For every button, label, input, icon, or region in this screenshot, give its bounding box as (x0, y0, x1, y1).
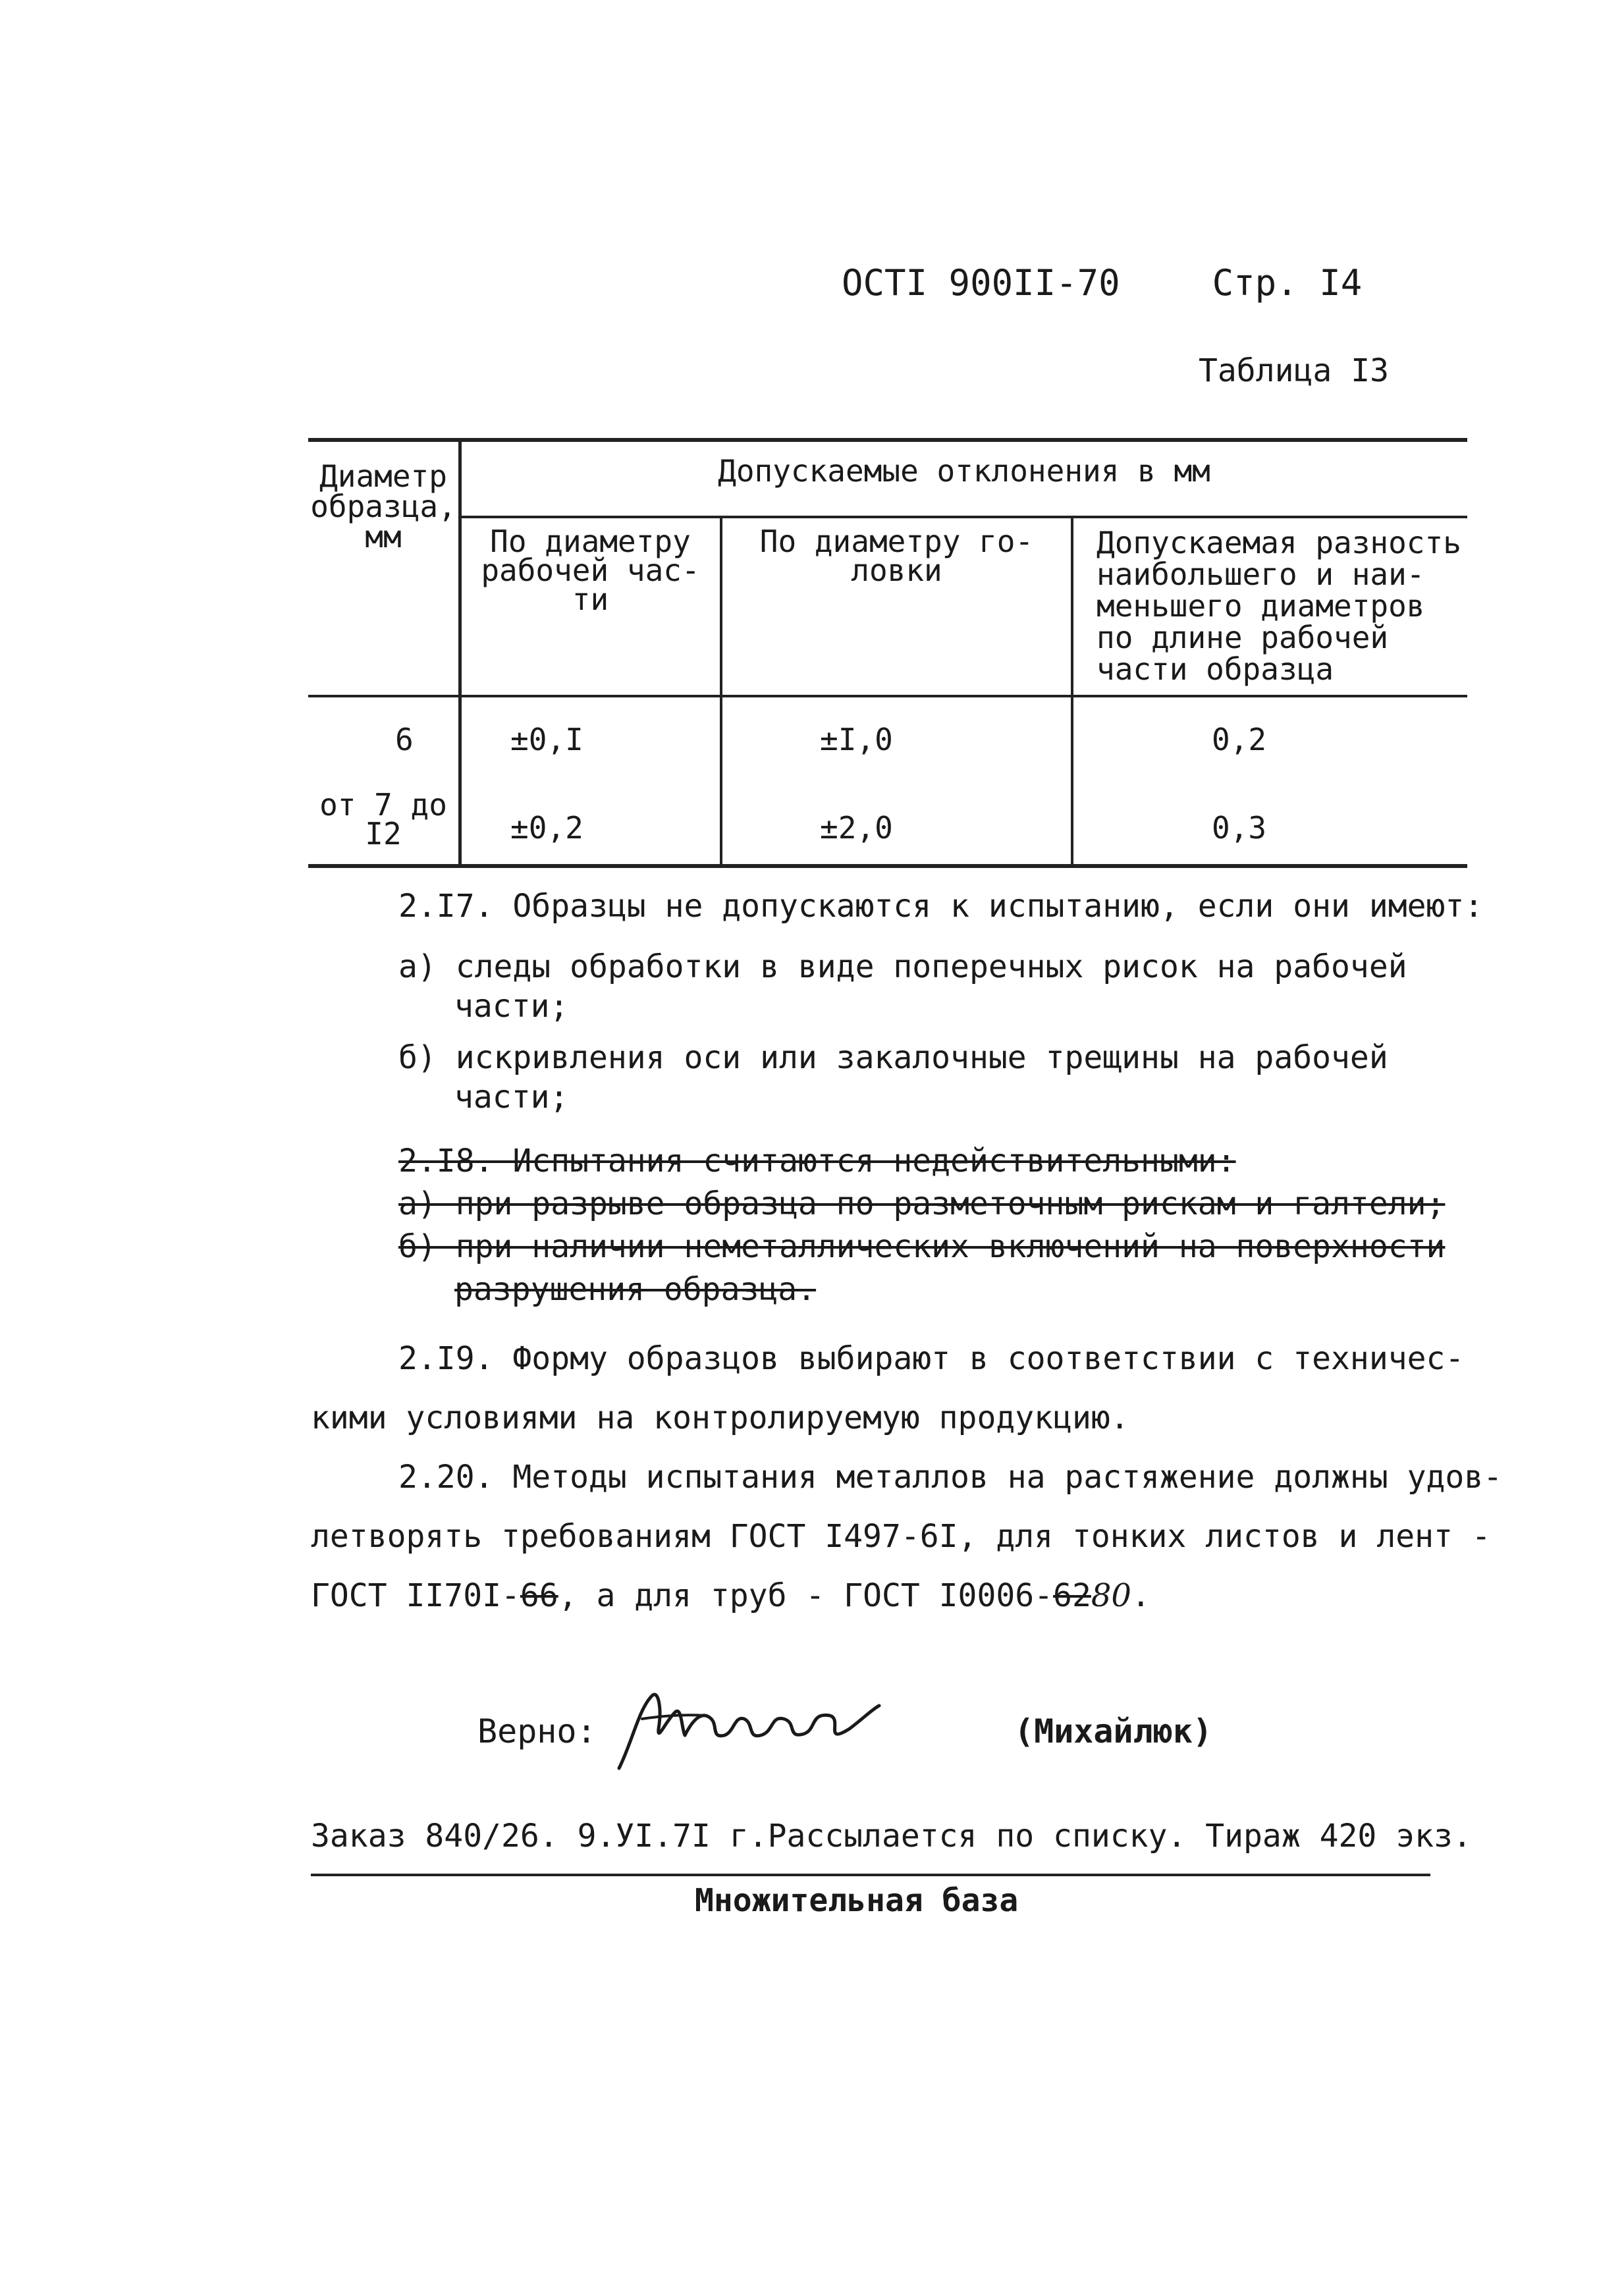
document-header (842, 262, 1362, 304)
table-top-rule (308, 438, 1467, 442)
section-2-18-item-b: б) при наличии неметаллических включений на поверхности (398, 1228, 1446, 1265)
table-caption: Таблица I3 (1199, 352, 1389, 389)
row-1-diameter: 6 (395, 722, 414, 757)
handwritten-signature (612, 1683, 889, 1775)
signatory-name: (Михайлюк) (1014, 1712, 1213, 1750)
certified-label: Верно: (477, 1712, 597, 1750)
table-col-divider-1 (458, 438, 462, 866)
table-col-divider-3 (1071, 517, 1073, 866)
order-info: Заказ 840/26. 9.УI.7I г.Рассылается по списку. Тираж 420 экз. (311, 1818, 1472, 1855)
struck-year-62: 62 (1053, 1577, 1091, 1614)
section-2-17-item-b-cont: части; (454, 1079, 569, 1116)
section-2-20-line-2: летворять требованиям ГОСТ I497-6I, для тонких листов и лент - (311, 1518, 1491, 1555)
row-1-diff: 0,2 (1212, 722, 1267, 757)
header-diameter-difference: Допускаемая разность наибольшего и наи- меньшего диаметров по длине рабочей части образца (1096, 525, 1461, 687)
page-number: Стр. I4 (1212, 262, 1363, 304)
table-bottom-rule (308, 864, 1467, 868)
table-group-rule (461, 516, 1467, 518)
header-group: Допускаемые отклонения в мм (718, 453, 1210, 489)
section-2-19-line-1: 2.I9. Форму образцов выбирают в соответствии с техничес- (398, 1340, 1465, 1377)
row-1-working: ±0,I (510, 722, 583, 757)
section-2-20-line-1: 2.20. Методы испытания металлов на растяжение должны удов- (398, 1459, 1503, 1496)
gost-11701-prefix: ГОСТ II70I- (311, 1577, 520, 1614)
row-2-diff: 0,3 (1212, 810, 1267, 846)
section-2-19-line-2: кими условиями на контролируемую продукцию. (311, 1399, 1129, 1436)
row-2-diameter: от 7 до I2 (319, 787, 447, 852)
row-2-working: ±0,2 (510, 810, 583, 846)
order-rule (311, 1874, 1430, 1876)
section-2-17-item-a: а) следы обработки в виде поперечных рисок на рабочей (398, 948, 1407, 985)
row-2-head: ±2,0 (820, 810, 893, 846)
header-head: По диаметру го- ловки (759, 524, 1034, 588)
section-2-17-item-a-cont: части; (454, 988, 569, 1025)
standard-number: ОСТI 900II-70 (842, 262, 1120, 304)
section-2-18-item-b-cont: разрушения образца. (454, 1271, 817, 1308)
section-2-20-line-3 (311, 1577, 1150, 1614)
handwritten-year-80: 80 (1091, 1577, 1131, 1614)
section-2-17-title: 2.I7. Образцы не допускаются к испытанию, если они имеют: (398, 888, 1484, 925)
struck-year-66: 66 (520, 1577, 558, 1614)
section-2-18-item-a: а) при разрыве образца по разметочным рискам и галтели; (398, 1185, 1446, 1222)
table-header-rule (308, 695, 1467, 697)
header-working-part: По диаметру рабочей час- ти (481, 524, 700, 617)
sentence-end: . (1131, 1577, 1150, 1614)
gost-10006-text: , а для труб - ГОСТ I0006- (558, 1577, 1054, 1614)
row-1-head: ±I,0 (820, 722, 893, 757)
footer-printing-base: Множительная база (695, 1882, 1019, 1919)
header-diameter: Диаметр образца, мм (310, 458, 456, 555)
section-2-18-title: 2.I8. Испытания считаются недействительными: (398, 1143, 1236, 1179)
section-2-17-item-b: б) искривления оси или закалочные трещины на рабочей (398, 1039, 1388, 1076)
